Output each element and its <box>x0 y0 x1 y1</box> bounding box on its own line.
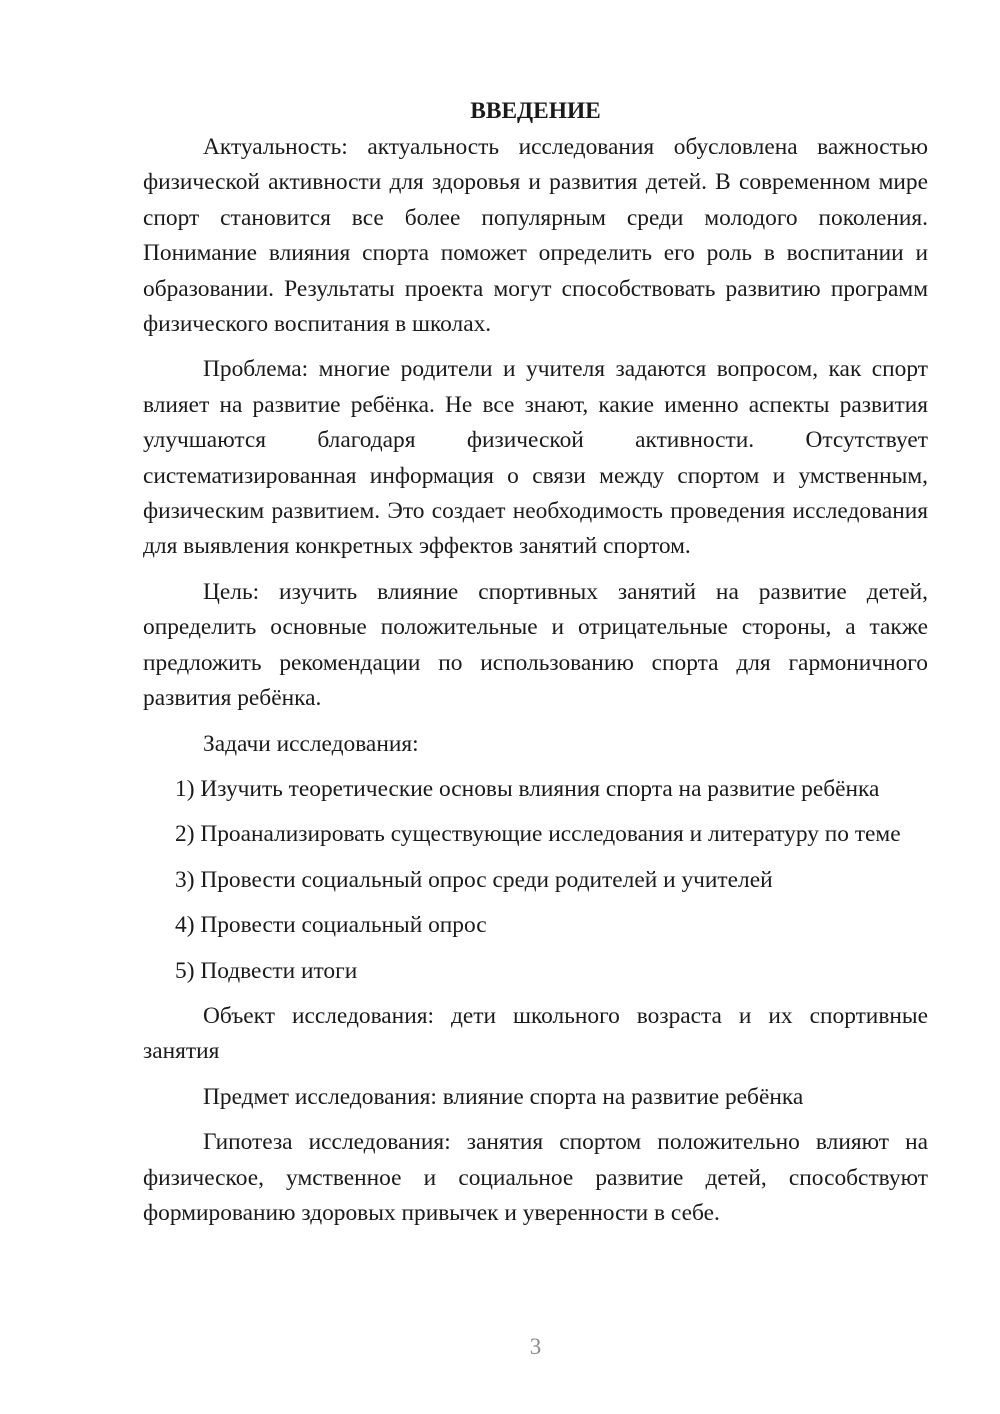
paragraph-relevance: Актуальность: актуальность исследования обусловлена важностью физической активности для здоровья и развития детей. В современном мире спорт становится все более популярным среди молодого поколения. Понимание влияния спорта поможет определить его роль в воспитании и образовании. Результаты проекта могут способствовать развитию программ физического воспитания в школах. <box>143 134 928 338</box>
paragraph-hypothesis: Гипотеза исследования: занятия спортом положительно влияют на физическое, умственное и социальное развитие детей, способствуют формированию здоровых привычек и уверенности в себе. <box>143 1129 928 1226</box>
task-item-5: 5) Подвести итоги <box>175 957 358 984</box>
paragraph-subject: Предмет исследования: влияние спорта на развитие ребёнка <box>203 1083 804 1110</box>
task-item-1: 1) Изучить теоретические основы влияния спорта на развитие ребёнка <box>175 775 880 802</box>
task-item-2: 2) Проанализировать существующие исследования и литературу по теме <box>175 821 901 848</box>
paragraph-object: Объект исследования: дети школьного возраста и их спортивные занятия <box>143 1002 928 1065</box>
paragraph-goal: Цель: изучить влияние спортивных занятий на развитие детей, определить основные положительные и отрицательные стороны, а также предложить рекомендации по использованию спорта для гармоничного развития ребёнка. <box>143 578 928 712</box>
paragraph-tasks-heading: Задачи исследования: <box>203 730 419 757</box>
page-number: 3 <box>529 1334 542 1359</box>
task-item-4: 4) Провести социальный опрос <box>175 912 487 939</box>
document-body <box>143 92 928 1231</box>
task-item-3: 3) Провести социальный опрос среди родителей и учителей <box>175 866 773 893</box>
section-title: ВВЕДЕНИЕ <box>470 98 601 124</box>
paragraph-problem: Проблема: многие родители и учителя задаются вопросом, как спорт влияет на развитие ребёнка. Не все знают, какие именно аспекты развития улучшаются благодаря физической активности. Отсутствует систематизированная информация о связи между спортом и умственным, физическим развитием. Это создает необходимость проведения исследования для выявления конкретных эффектов занятий спортом. <box>143 356 928 560</box>
